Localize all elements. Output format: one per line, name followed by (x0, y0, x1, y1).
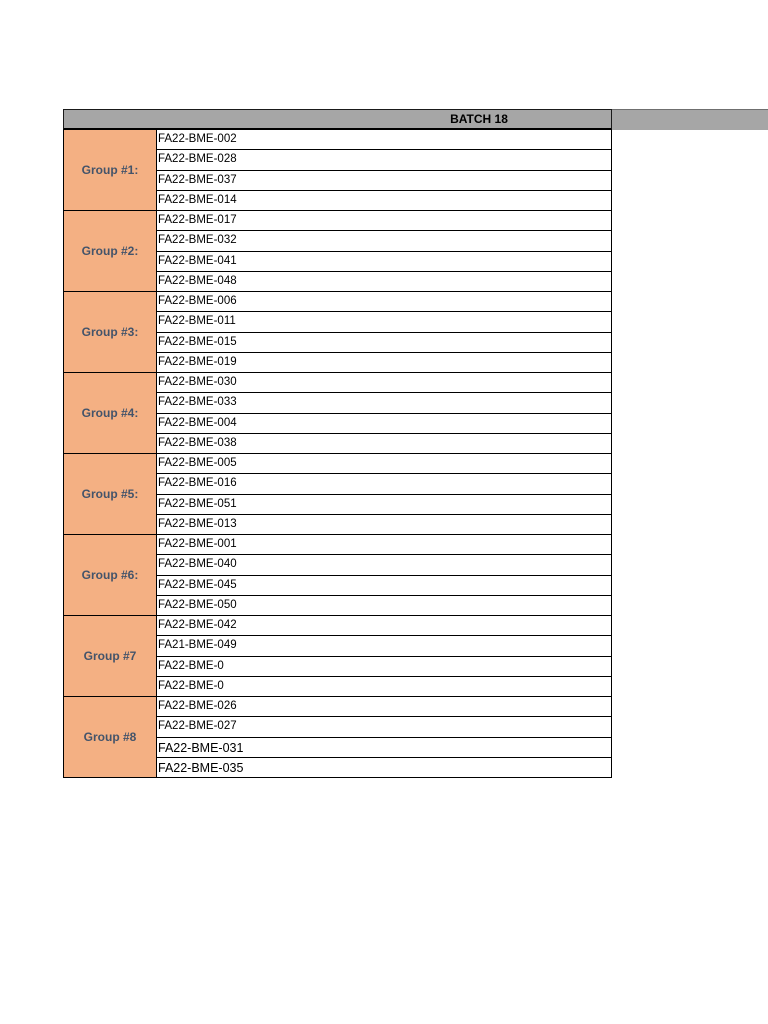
member-list (157, 616, 612, 697)
member-list (157, 130, 612, 211)
member-list (157, 535, 612, 616)
member-cell: FA22-BME-027 (157, 717, 612, 737)
group-label: Group #1: (63, 130, 157, 211)
member-list (157, 211, 612, 292)
group-table (63, 130, 612, 778)
group-8 (63, 697, 612, 778)
member-cell: FA22-BME-002 (157, 130, 612, 150)
group-2 (63, 211, 612, 292)
member-cell: FA22-BME-048 (157, 272, 612, 292)
group-label: Group #6: (63, 535, 157, 616)
member-cell: FA22-BME-019 (157, 353, 612, 373)
member-list (157, 697, 612, 778)
member-cell: FA22-BME-004 (157, 414, 612, 434)
member-cell: FA22-BME-032 (157, 231, 612, 251)
group-6 (63, 535, 612, 616)
group-label: Group #4: (63, 373, 157, 454)
member-list (157, 292, 612, 373)
member-cell: FA22-BME-050 (157, 596, 612, 616)
member-list (157, 373, 612, 454)
member-cell: FA22-BME-0 (157, 677, 612, 697)
member-cell: FA22-BME-041 (157, 252, 612, 272)
group-label: Group #3: (63, 292, 157, 373)
group-label: Group #7 (63, 616, 157, 697)
group-7 (63, 616, 612, 697)
group-1 (63, 130, 612, 211)
group-label: Group #8 (63, 697, 157, 778)
member-cell: FA22-BME-035 (157, 758, 612, 778)
member-cell: FA22-BME-028 (157, 150, 612, 170)
member-cell: FA22-BME-015 (157, 333, 612, 353)
member-cell: FA22-BME-042 (157, 616, 612, 636)
member-cell: FA22-BME-005 (157, 454, 612, 474)
member-cell: FA22-BME-016 (157, 474, 612, 494)
member-cell: FA22-BME-037 (157, 171, 612, 191)
member-cell: FA22-BME-001 (157, 535, 612, 555)
batch-title: BATCH 18 (450, 112, 508, 126)
member-cell: FA22-BME-030 (157, 373, 612, 393)
member-cell: FA22-BME-0 (157, 657, 612, 677)
member-cell: FA22-BME-026 (157, 697, 612, 717)
member-cell: FA22-BME-033 (157, 393, 612, 413)
member-cell: FA22-BME-040 (157, 555, 612, 575)
group-5 (63, 454, 612, 535)
member-cell: FA22-BME-045 (157, 576, 612, 596)
group-4 (63, 373, 612, 454)
member-cell: FA22-BME-031 (157, 738, 612, 758)
member-cell: FA21-BME-049 (157, 636, 612, 656)
member-cell: FA22-BME-011 (157, 312, 612, 332)
member-list (157, 454, 612, 535)
member-cell: FA22-BME-014 (157, 191, 612, 211)
member-cell: FA22-BME-017 (157, 211, 612, 231)
member-cell: FA22-BME-051 (157, 495, 612, 515)
group-label: Group #2: (63, 211, 157, 292)
member-cell: FA22-BME-038 (157, 434, 612, 454)
member-cell: FA22-BME-013 (157, 515, 612, 535)
group-label: Group #5: (63, 454, 157, 535)
group-3 (63, 292, 612, 373)
member-cell: FA22-BME-006 (157, 292, 612, 312)
